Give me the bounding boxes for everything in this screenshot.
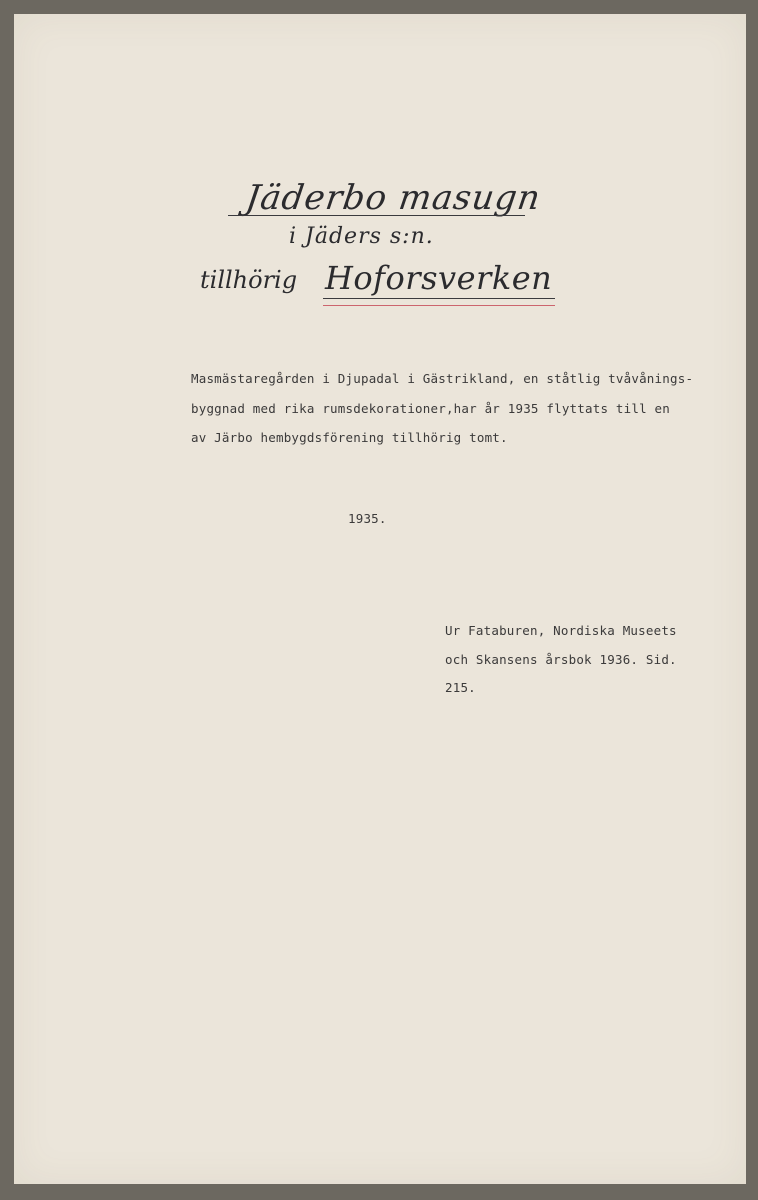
handwritten-belongs: tillhörig xyxy=(200,266,298,294)
year-label: 1935. xyxy=(348,511,387,526)
handwritten-parish: i Jäders s:n. xyxy=(289,224,434,249)
source-line-3: 215. xyxy=(445,680,476,695)
source-line-1: Ur Fataburen, Nordiska Museets xyxy=(445,623,677,638)
paragraph-line-1: Masmästaregården i Djupadal i Gästrikland, en ståtlig tvåvånings- xyxy=(191,371,694,386)
handwritten-title: Jäderbo masugn xyxy=(243,178,544,218)
title-underline xyxy=(228,215,525,216)
owner-underline xyxy=(323,298,555,299)
handwritten-owner: Hoforsverken xyxy=(325,259,553,297)
paragraph-line-2: byggnad med rika rumsdekorationer,har år 1935 flyttats till en xyxy=(191,401,670,416)
paragraph-line-3: av Järbo hembygdsförening tillhörig tomt. xyxy=(191,430,508,445)
source-line-2: och Skansens årsbok 1936. Sid. xyxy=(445,652,677,667)
owner-red-underline xyxy=(323,305,555,306)
